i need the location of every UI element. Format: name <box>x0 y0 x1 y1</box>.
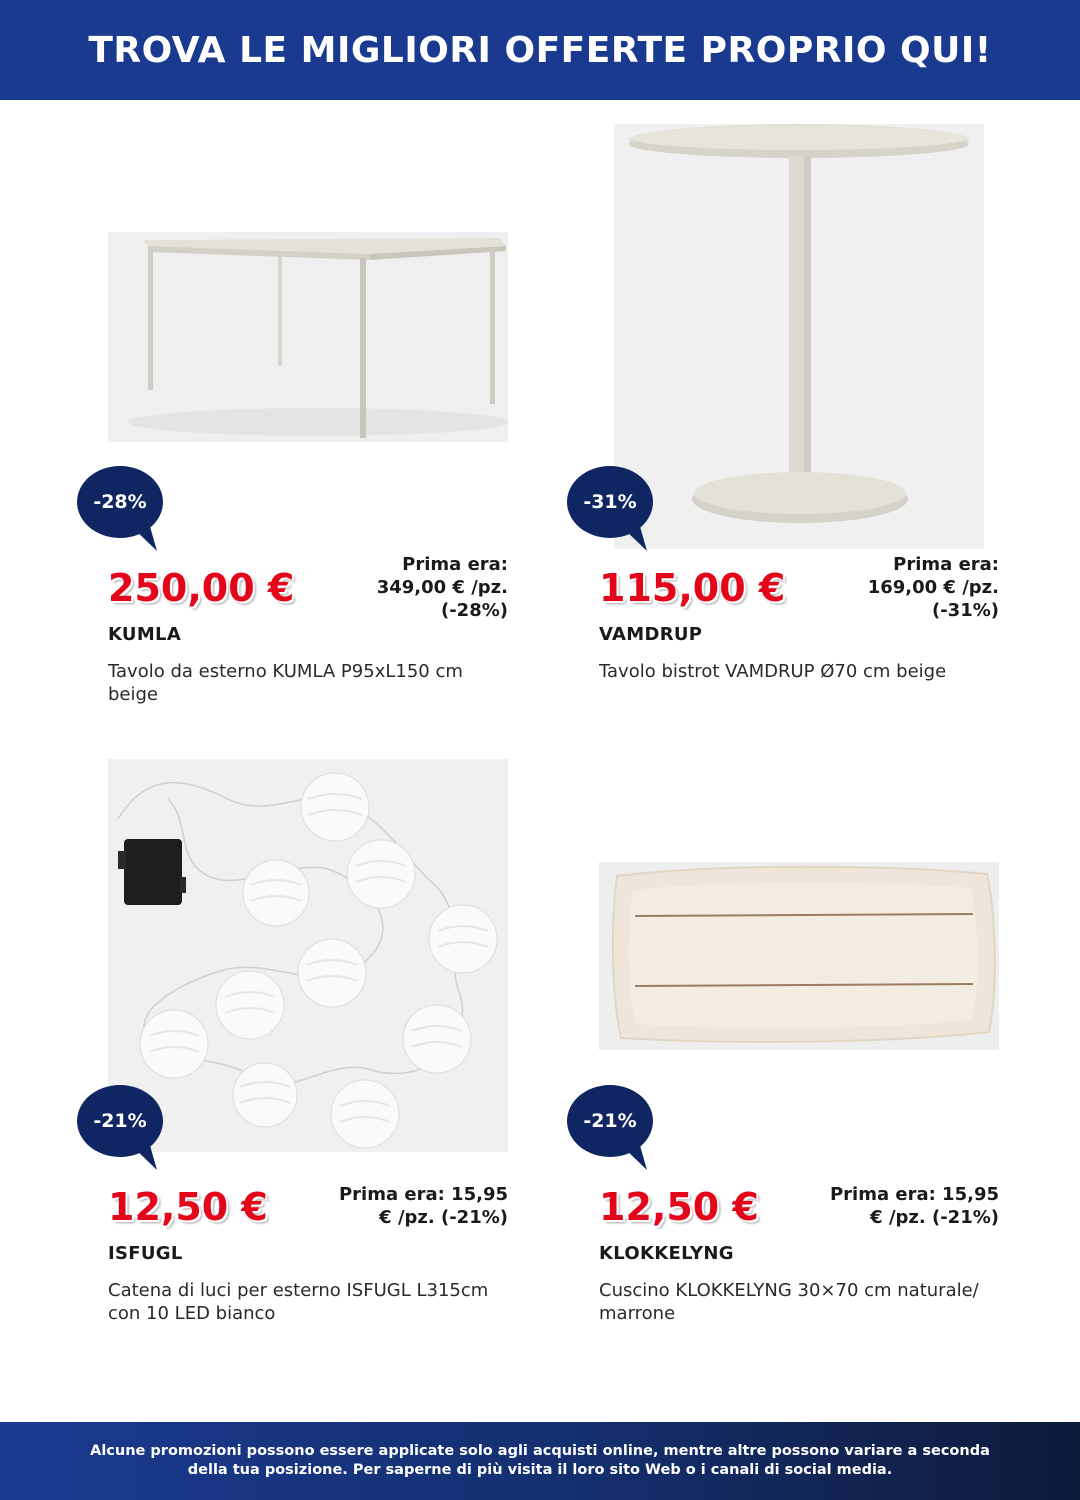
product-image-bistro-table[interactable] <box>614 124 984 549</box>
product-description: Tavolo bistrot VAMDRUP Ø70 cm beige <box>599 661 947 682</box>
page-header <box>0 0 1080 100</box>
product-name[interactable]: KUMLA <box>108 624 182 645</box>
product-description: Cuscino KLOKKELYNG 30×70 cm naturale/ marrone <box>599 1280 979 1324</box>
discount-badge: -21% <box>567 1084 653 1170</box>
discount-badge: -28% <box>77 465 163 551</box>
bistro-table-image <box>614 124 984 549</box>
product-name[interactable]: ISFUGL <box>108 1243 183 1264</box>
page-title: TROVA LE MIGLIORI OFFERTE PROPRIO QUI! <box>88 29 992 71</box>
previous-price: Prima era: 169,00 € /pz. (-31%) <box>867 554 999 621</box>
previous-price: Prima era: 15,95 € /pz. (-21%) <box>338 1184 508 1228</box>
product-price: 12,50 € <box>599 1185 759 1229</box>
product-image-table[interactable] <box>108 232 508 442</box>
outdoor-table-image <box>108 232 508 442</box>
product-description: Tavolo da esterno KUMLA P95xL150 cm beige <box>108 661 463 705</box>
product-image-string-lights[interactable] <box>108 759 508 1152</box>
product-name[interactable]: KLOKKELYNG <box>599 1243 734 1264</box>
product-price: 115,00 € <box>599 566 786 610</box>
discount-badge: -31% <box>567 465 653 551</box>
cushion-image <box>599 862 999 1050</box>
product-name[interactable]: VAMDRUP <box>599 624 703 645</box>
previous-price: Prima era: 349,00 € /pz. (-28%) <box>376 554 508 621</box>
product-image-cushion[interactable] <box>599 862 999 1050</box>
previous-price: Prima era: 15,95 € /pz. (-21%) <box>829 1184 999 1228</box>
disclaimer-text: Alcune promozioni possono essere applicate solo agli acquisti online, mentre altre possono variare a seconda della tua posizione. Per saperne di più visita il loro sito Web o i canali di social media. <box>90 1443 990 1478</box>
discount-badge: -21% <box>77 1084 163 1170</box>
product-price: 12,50 € <box>108 1185 268 1229</box>
string-lights-image <box>108 759 508 1152</box>
product-price: 250,00 € <box>108 566 295 610</box>
page-footer <box>0 1422 1080 1500</box>
product-description: Catena di luci per esterno ISFUGL L315cm con 10 LED bianco <box>108 1280 489 1324</box>
